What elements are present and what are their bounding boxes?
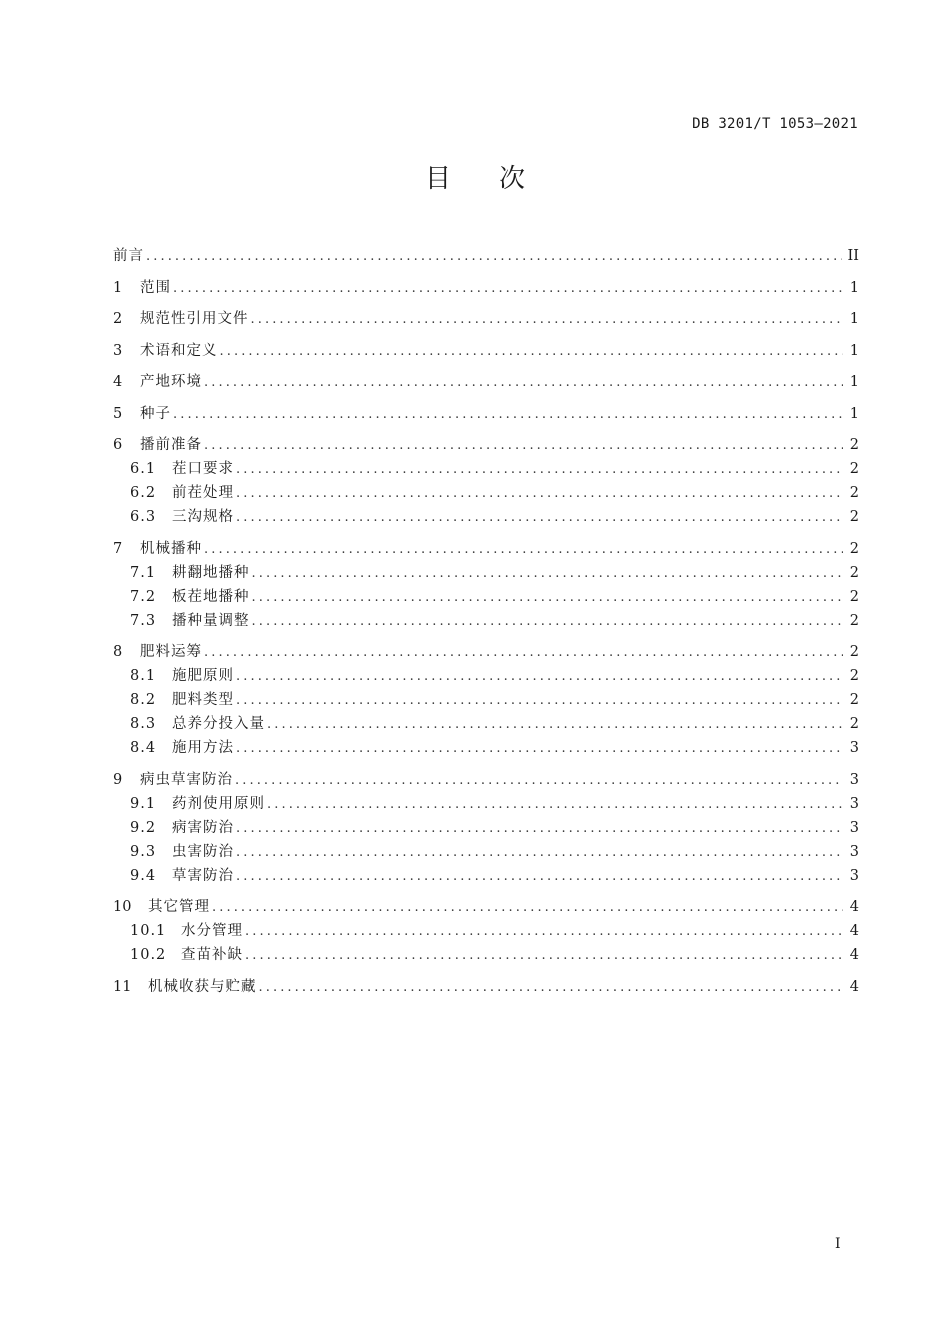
toc-entry-number: 6.2 [130,485,157,501]
toc-leader-dots [235,769,843,793]
toc-entry-number: 5 [113,405,123,422]
toc-entry-number: 7.1 [130,564,157,581]
table-of-contents [113,244,859,999]
toc-entry-label: 虫害防治 [172,843,234,860]
toc-leader-dots [236,665,843,689]
toc-entry-page: 3 [849,771,859,788]
toc-entry-number: 7.2 [130,588,157,605]
toc-entry-label: 耕翻地播种 [172,564,250,581]
toc-entry[interactable] [113,688,859,712]
toc-leader-dots [236,817,843,841]
toc-leader-dots [267,713,843,737]
toc-entry-number: 7 [113,540,123,557]
toc-entry[interactable] [113,640,859,664]
toc-entry-label: 施用方法 [172,740,234,756]
toc-entry-page: 3 [849,795,859,812]
toc-entry[interactable] [113,792,859,816]
toc-entry-number: 8.2 [130,692,157,708]
toc-entry-label: 前言 [113,248,144,264]
toc-entry[interactable] [113,505,859,529]
toc-entry-page: 2 [849,588,859,605]
toc-entry[interactable] [113,561,859,585]
toc-entry-label: 病害防治 [172,819,234,836]
toc-entry-label: 播前准备 [140,437,202,453]
toc-leader-dots [236,482,843,506]
toc-entry-page: 2 [849,540,859,557]
toc-entry[interactable] [113,919,859,943]
toc-leader-dots [204,641,843,665]
toc-entry-number: 8 [113,644,123,660]
toc-leader-dots [236,841,843,865]
toc-leader-dots [259,976,844,1000]
toc-leader-dots [252,562,844,586]
toc-entry-page: II [847,248,859,264]
toc-entry-label: 三沟规格 [172,509,234,525]
toc-leader-dots [146,245,842,269]
toc-leader-dots [212,896,843,920]
toc-leader-dots [252,586,844,610]
toc-entry-number: 10.2 [130,947,167,963]
toc-entry-number: 1 [113,279,123,296]
toc-entry-page: 4 [849,947,859,963]
toc-entry-number: 8.4 [130,740,157,756]
toc-entry-label: 总养分投入量 [172,716,265,732]
toc-entry-page: 4 [849,923,859,939]
toc-entry-label: 播种量调整 [172,612,250,629]
toc-leader-dots [173,403,843,427]
toc-entry-number: 9.1 [130,795,157,812]
toc-entry[interactable] [113,609,859,633]
toc-entry-number: 10 [113,899,132,915]
toc-entry-number: 2 [113,311,123,327]
toc-entry[interactable] [113,840,859,864]
document-code: DB 3201/T 1053—2021 [692,116,858,132]
toc-entry-label: 药剂使用原则 [172,795,265,812]
toc-entry-page: 4 [849,899,859,915]
toc-entry-number: 6.1 [130,461,157,477]
toc-entry[interactable] [113,736,859,760]
toc-leader-dots [245,920,843,944]
toc-entry-label: 板茬地播种 [172,588,250,605]
toc-entry-page: 1 [849,311,859,327]
toc-entry[interactable] [113,370,859,394]
toc-entry[interactable] [113,585,859,609]
toc-leader-dots [245,944,843,968]
toc-entry-page: 2 [849,509,859,525]
toc-entry-page: 2 [849,644,859,660]
toc-entry-label: 茬口要求 [172,461,234,477]
toc-entry-label: 其它管理 [148,899,210,915]
toc-leader-dots [252,610,844,634]
toc-entry-page: 2 [849,485,859,501]
toc-leader-dots [236,865,843,889]
toc-entry[interactable] [113,664,859,688]
toc-entry-page: 1 [849,374,859,390]
toc-entry[interactable] [113,244,859,268]
toc-entry[interactable] [113,768,859,792]
toc-entry-label: 肥料类型 [172,692,234,708]
page-title: 目次 [424,164,573,194]
toc-entry-label: 草害防治 [172,867,234,884]
toc-entry-number: 9 [113,771,123,788]
toc-entry-page: 2 [849,668,859,684]
toc-entry-page: 2 [849,692,859,708]
toc-entry-page: 2 [849,612,859,629]
toc-entry[interactable] [113,712,859,736]
toc-entry[interactable] [113,895,859,919]
toc-entry-number: 9.3 [130,843,157,860]
toc-entry-number: 3 [113,342,123,359]
toc-entry-number: 4 [113,374,123,390]
toc-entry-page: 2 [849,564,859,581]
toc-entry-label: 种子 [140,405,171,422]
toc-entry-page: 3 [849,867,859,884]
toc-leader-dots [236,458,843,482]
toc-entry-number: 11 [113,978,132,995]
toc-entry-label: 术语和定义 [140,342,218,359]
toc-entry-number: 9.2 [130,819,157,836]
toc-entry-label: 范围 [140,279,171,296]
toc-entry-page: 1 [849,405,859,422]
toc-entry-label: 机械播种 [140,540,202,557]
toc-entry[interactable] [113,433,859,457]
toc-entry-page: 3 [849,843,859,860]
toc-entry[interactable] [113,816,859,840]
toc-entry-page: 4 [849,978,859,995]
toc-entry[interactable] [113,537,859,561]
toc-leader-dots [204,538,843,562]
toc-entry-page: 1 [849,279,859,296]
toc-leader-dots [236,689,843,713]
toc-entry-number: 8.1 [130,668,157,684]
toc-leader-dots [220,340,844,364]
toc-entry-label: 前茬处理 [172,485,234,501]
toc-entry-page: 3 [849,819,859,836]
toc-entry-label: 查苗补缺 [181,947,243,963]
toc-leader-dots [267,793,843,817]
toc-entry[interactable] [113,975,859,999]
toc-leader-dots [204,434,843,458]
toc-entry-number: 8.3 [130,716,157,732]
page-number: I [835,1236,841,1252]
toc-entry-label: 病虫草害防治 [140,771,233,788]
toc-entry-label: 规范性引用文件 [140,311,249,327]
toc-entry-number: 6 [113,437,123,453]
toc-leader-dots [236,737,843,761]
toc-entry-number: 6.3 [130,509,157,525]
toc-entry-page: 2 [849,437,859,453]
toc-entry-label: 施肥原则 [172,668,234,684]
toc-entry[interactable] [113,402,859,426]
toc-entry[interactable] [113,864,859,888]
toc-entry-page: 2 [849,461,859,477]
toc-leader-dots [251,308,844,332]
toc-leader-dots [236,506,843,530]
toc-leader-dots [204,371,843,395]
toc-entry[interactable] [113,481,859,505]
toc-entry-label: 水分管理 [181,923,243,939]
toc-entry-label: 机械收获与贮藏 [148,978,257,995]
toc-leader-dots [173,277,843,301]
toc-entry-page: 1 [849,342,859,359]
toc-entry[interactable] [113,307,859,331]
toc-entry-number: 7.3 [130,612,157,629]
toc-entry[interactable] [113,276,859,300]
toc-entry-page: 2 [849,716,859,732]
toc-entry-number: 9.4 [130,867,157,884]
toc-entry[interactable] [113,339,859,363]
toc-entry-number: 10.1 [130,923,167,939]
toc-entry-label: 肥料运筹 [140,644,202,660]
toc-entry-page: 3 [849,740,859,756]
toc-entry[interactable] [113,943,859,967]
toc-entry-label: 产地环境 [140,374,202,390]
toc-entry[interactable] [113,457,859,481]
